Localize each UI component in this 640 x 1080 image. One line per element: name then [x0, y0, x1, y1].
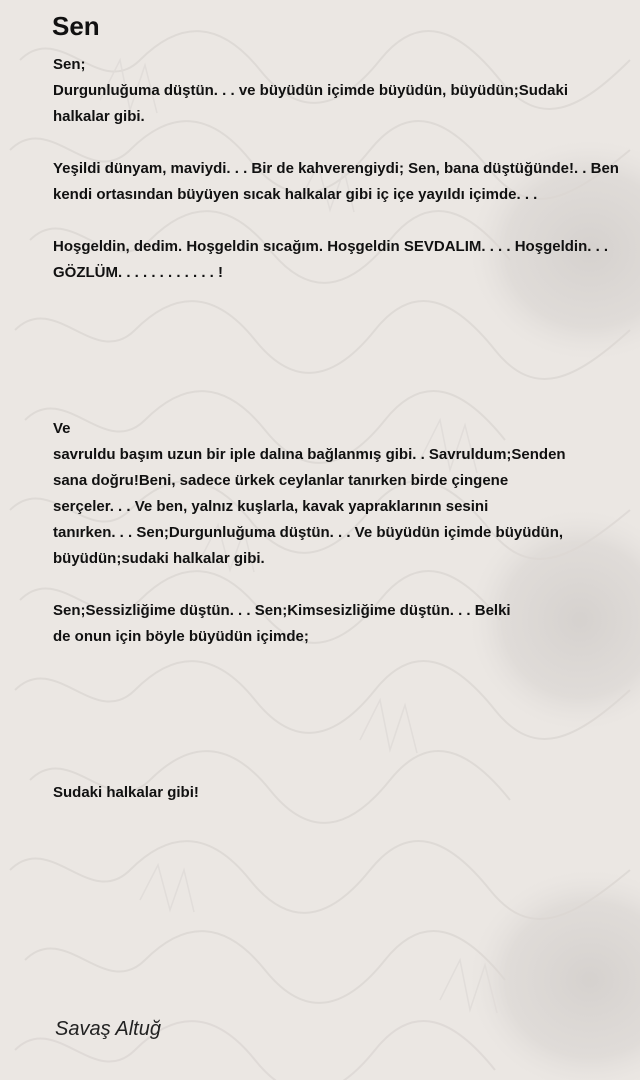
poem-line: halkalar gibi.: [53, 108, 145, 125]
poem-line: GÖZLÜM. . . . . . . . . . . . !: [53, 264, 224, 281]
poem-line: [53, 338, 640, 364]
poem-line: Yeşildi dünyam, maviydi. . . Bir de kahverengiydi; Sen, bana düştüğünde!. . Ben: [53, 160, 619, 177]
poem-line: [53, 364, 640, 390]
poem-line: [53, 754, 640, 780]
poem-line: Sen;: [53, 56, 86, 73]
poem-line: sana doğru!Beni, sadece ürkek ceylanlar tanırken birde çingene: [53, 472, 509, 489]
author-signature: Savaş Altuğ: [55, 1018, 161, 1040]
poem-line: Hoşgeldin, dedim. Hoşgeldin sıcağım. Hoşgeldin SEVDALIM. . . . Hoşgeldin. . .: [53, 238, 609, 255]
poem-line: [53, 130, 640, 156]
poem-line: Sudaki halkalar gibi!: [53, 784, 199, 801]
poem-line: Durgunluğuma düştün. . . ve büyüdün içimde büyüdün, büyüdün;Sudaki: [53, 82, 568, 99]
poem-line: kendi ortasından büyüyen sıcak halkalar gibi iç içe yayıldı içimde. . .: [53, 186, 538, 203]
poem-line: [53, 650, 640, 676]
poem-title: Sen: [52, 11, 100, 41]
poem-line: [53, 728, 640, 754]
poem-line: [53, 702, 640, 728]
poem-line: serçeler. . . Ve ben, yalnız kuşlarla, kavak yapraklarının sesini: [53, 498, 489, 515]
poem-line: [53, 390, 640, 416]
poem-line: Ve: [53, 420, 71, 437]
poem-line: tanırken. . . Sen;Durgunluğuma düştün. . . Ve büyüdün içimde büyüdün,: [53, 524, 564, 541]
poem-line: savruldu başım uzun bir iple dalına bağlanmış gibi. . Savruldum;Senden: [53, 446, 566, 463]
poem-line: [53, 286, 640, 312]
poem-line: de onun için böyle büyüdün içimde;: [53, 628, 309, 645]
poem-line: [53, 676, 640, 702]
poem-body: [53, 52, 640, 806]
poem-line: [53, 572, 640, 598]
poem-line: [53, 312, 640, 338]
poem-line: büyüdün;sudaki halkalar gibi.: [53, 550, 265, 567]
poem-line: [53, 208, 640, 234]
poem-line: Sen;Sessizliğime düştün. . . Sen;Kimsesizliğime düştün. . . Belki: [53, 602, 511, 619]
